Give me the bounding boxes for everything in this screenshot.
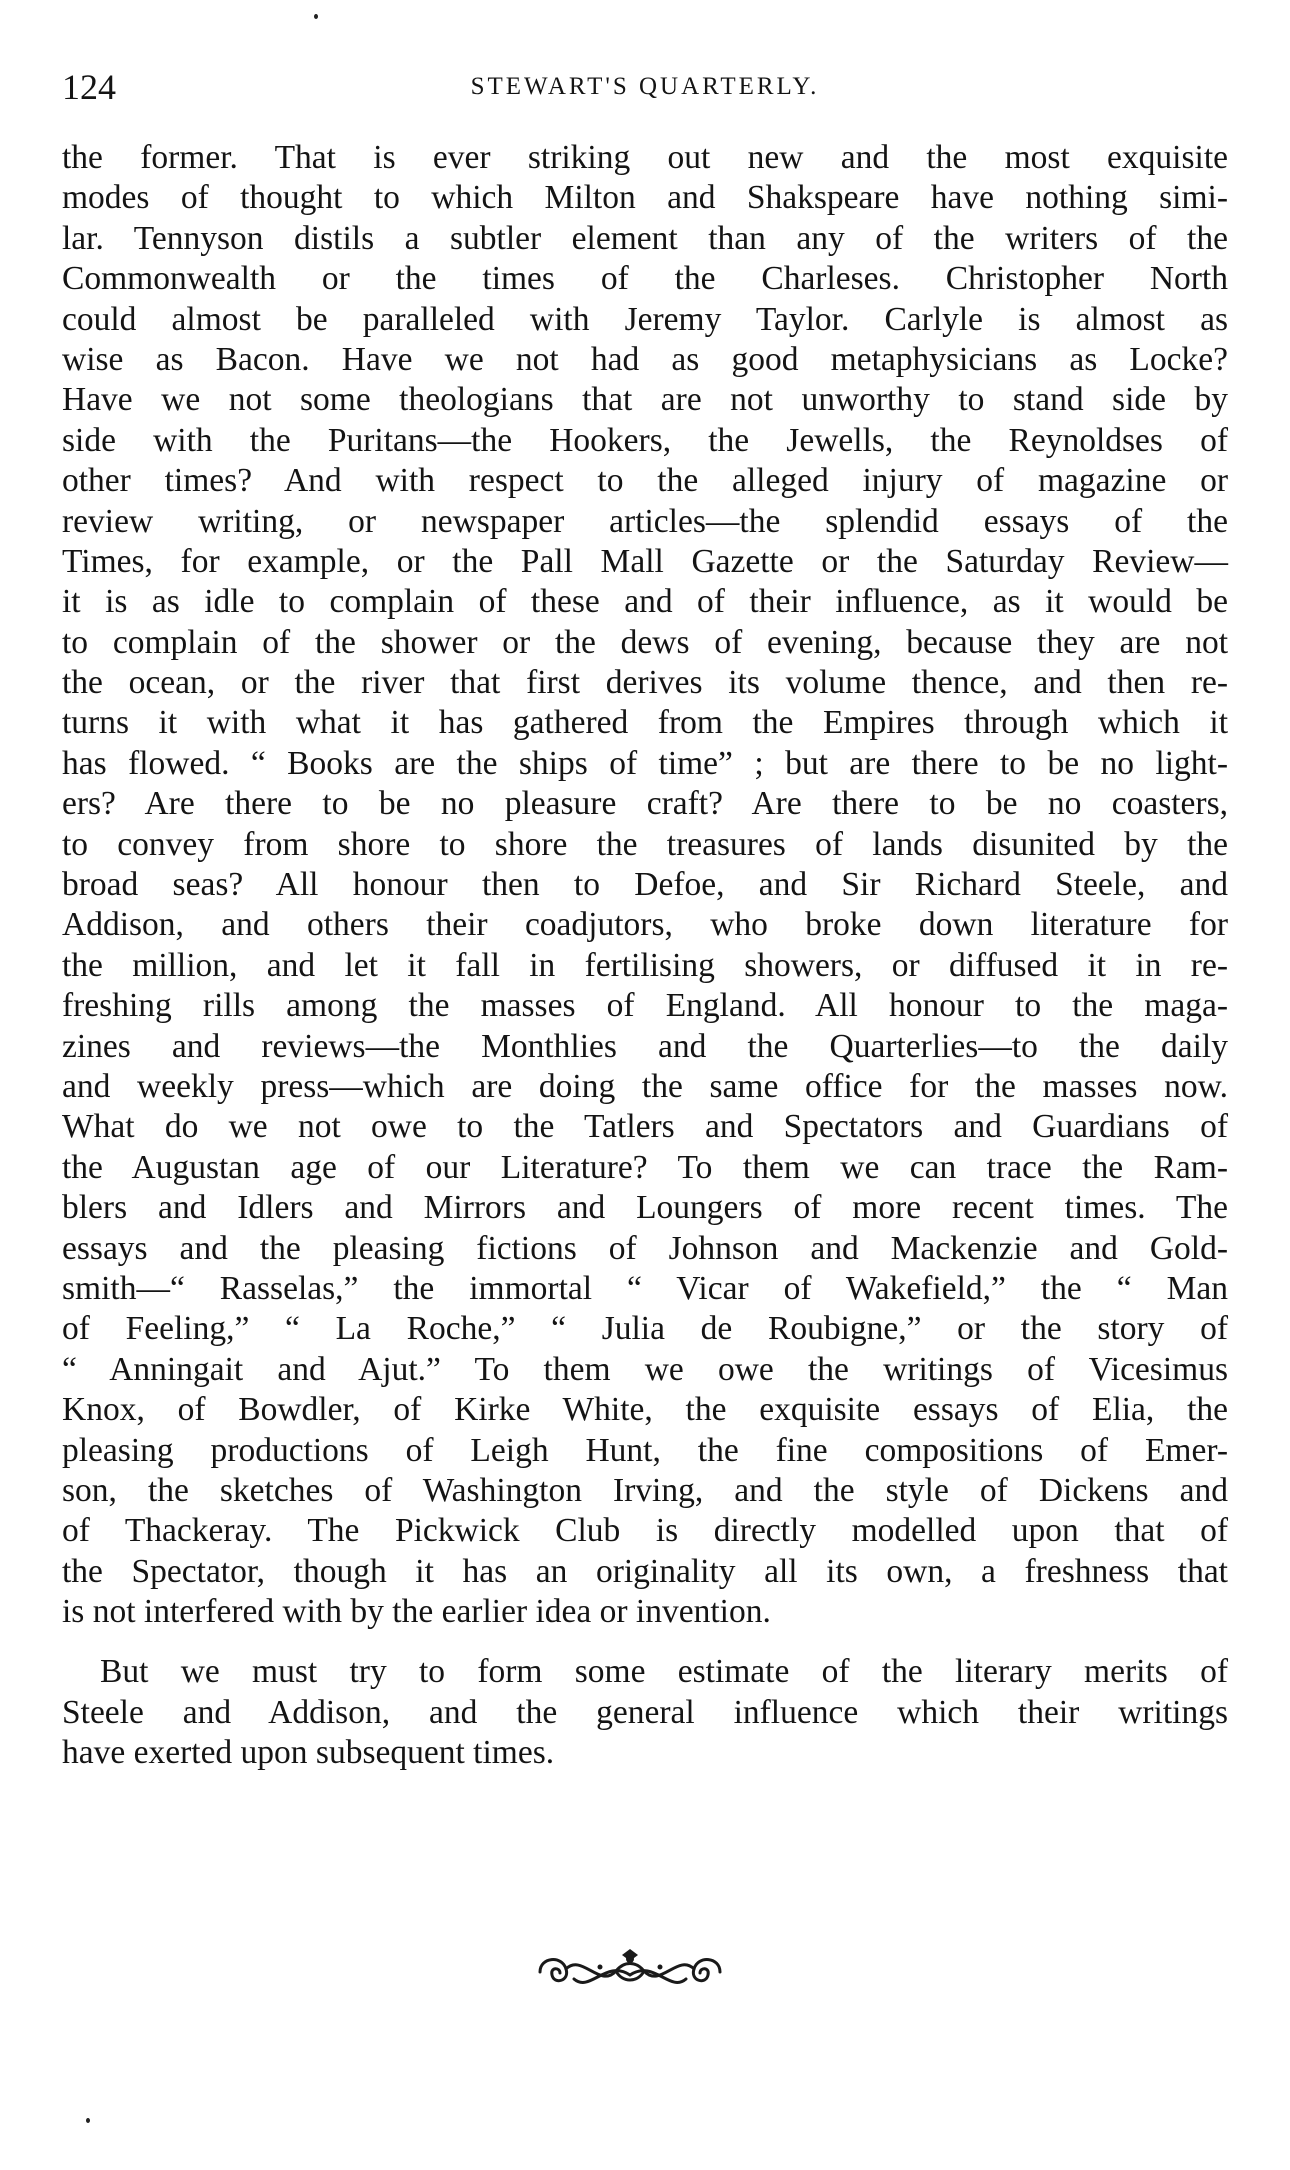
print-speck <box>314 14 318 19</box>
text-line: zines and reviews—the Monthlies and the Quarterlies—to the daily <box>62 1027 1228 1065</box>
text-line: pleasing productions of Leigh Hunt, the fine compositions of Emer- <box>62 1431 1228 1469</box>
print-speck <box>86 2118 90 2123</box>
text-line: side with the Puritans—the Hookers, the Jewells, the Reynoldses of <box>62 421 1228 459</box>
text-line: smith—“ Rasselas,” the immortal “ Vicar of Wakefield,” the “ Man <box>62 1269 1228 1307</box>
text-line: to convey from shore to shore the treasures of lands disunited by the <box>62 825 1228 863</box>
text-line: other times? And with respect to the alleged injury of magazine or <box>62 462 1228 500</box>
text-line: to complain of the shower or the dews of evening, because they are not <box>62 623 1228 661</box>
text-line: have exerted upon subsequent times. <box>62 1734 555 1772</box>
text-line: son, the sketches of Washington Irving, and the style of Dickens and <box>62 1471 1228 1509</box>
text-line: of Feeling,” “ La Roche,” “ Julia de Roubigne,” or the story of <box>62 1310 1228 1348</box>
text-line: the former. That is ever striking out new and the most exquisite <box>62 139 1228 176</box>
text-line: Have we not some theologians that are not unworthy to stand side by <box>62 381 1228 419</box>
text-line: the Augustan age of our Literature? To them we can trace the Ram- <box>62 1148 1228 1186</box>
text-line: is not interfered with by the earlier idea or invention. <box>62 1593 771 1631</box>
text-line: has flowed. “ Books are the ships of time” ; but are there to be no light- <box>62 744 1228 782</box>
text-line: blers and Idlers and Mirrors and Loungers of more recent times. The <box>62 1189 1228 1227</box>
text-line: modes of thought to which Milton and Shakspeare have nothing simi- <box>62 179 1228 217</box>
body-text <box>62 138 1228 1774</box>
text-line: ers? Are there to be no pleasure craft? Are there to be no coasters, <box>62 785 1228 823</box>
text-line: the ocean, or the river that first derives its volume thence, and then re- <box>62 664 1228 702</box>
text-line: could almost be paralleled with Jeremy Taylor. Carlyle is almost as <box>62 300 1228 338</box>
text-line: Steele and Addison, and the general influence which their writings <box>62 1693 1228 1731</box>
running-title: STEWART'S QUARTERLY. <box>470 73 820 100</box>
page-header <box>62 62 1228 112</box>
page-number: 124 <box>62 67 116 107</box>
text-line: But we must try to form some estimate of the literary merits of <box>100 1653 1228 1691</box>
text-line: lar. Tennyson distils a subtler element than any of the writers of the <box>62 219 1228 257</box>
text-line: the million, and let it fall in fertilising showers, or diffused it in re- <box>62 946 1228 984</box>
text-line: Commonwealth or the times of the Charleses. Christopher North <box>62 260 1228 298</box>
text-line: review writing, or newspaper articles—the splendid essays of the <box>62 502 1228 540</box>
text-line: Times, for example, or the Pall Mall Gazette or the Saturday Review— <box>62 542 1228 580</box>
paragraph-1 <box>62 138 1228 1632</box>
paragraph-2 <box>62 1652 1228 1773</box>
text-line: of Thackeray. The Pickwick Club is directly modelled upon that of <box>62 1512 1228 1550</box>
text-line: What do we not owe to the Tatlers and Spectators and Guardians of <box>62 1108 1228 1146</box>
text-line: freshing rills among the masses of England. All honour to the maga- <box>62 987 1228 1025</box>
text-line: wise as Bacon. Have we not had as good metaphysicians as Locke? <box>62 340 1228 378</box>
text-line: turns it with what it has gathered from the Empires through which it <box>62 704 1228 742</box>
text-line: Addison, and others their coadjutors, who broke down literature for <box>62 906 1228 944</box>
text-line: it is as idle to complain of these and of their influence, as it would be <box>62 583 1228 621</box>
text-line: Knox, of Bowdler, of Kirke White, the exquisite essays of Elia, the <box>62 1391 1228 1429</box>
text-line: essays and the pleasing fictions of Johnson and Mackenzie and Gold- <box>62 1229 1228 1267</box>
text-line: broad seas? All honour then to Defoe, and Sir Richard Steele, and <box>62 866 1228 904</box>
text-line: “ Anningait and Ajut.” To them we owe the writings of Vicesimus <box>62 1350 1228 1388</box>
scroll-flourish-icon <box>530 1945 730 1999</box>
text-line: and weekly press—which are doing the same office for the masses now. <box>62 1067 1228 1105</box>
text-line: the Spectator, though it has an originality all its own, a freshness that <box>62 1552 1228 1590</box>
